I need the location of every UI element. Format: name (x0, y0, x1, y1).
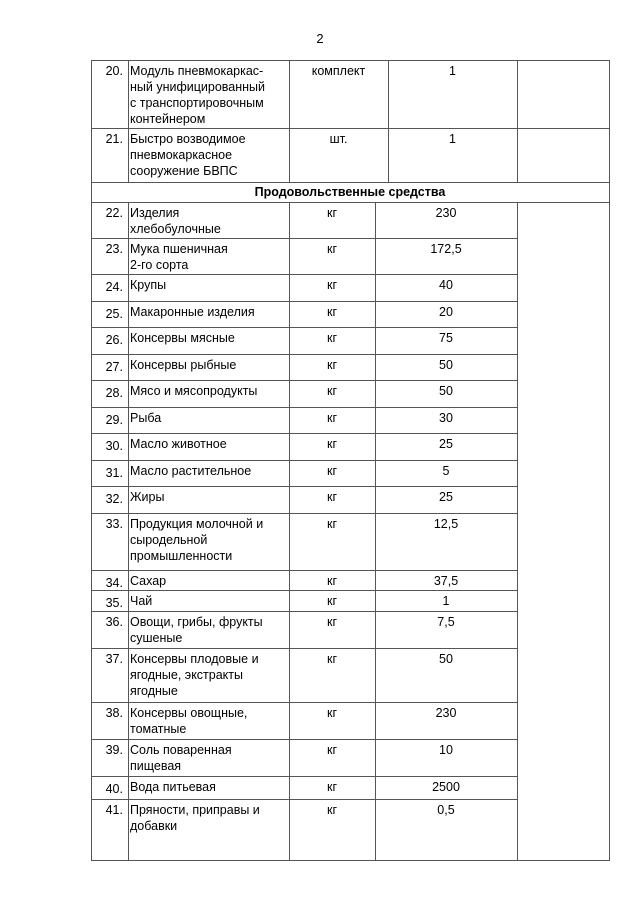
row-rule (91, 301, 517, 302)
row-number: 25. (105, 307, 123, 321)
row-rule (91, 486, 517, 487)
unit-cell: комплект (311, 64, 366, 78)
unit-cell: кг (326, 517, 338, 531)
row-rule (91, 460, 517, 461)
column-rule (128, 60, 129, 182)
quantity-cell: 172,5 (430, 242, 462, 256)
item-name: Консервы мясные (130, 331, 235, 345)
unit-cell: кг (326, 743, 338, 757)
row-rule (91, 513, 517, 514)
unit-cell: кг (326, 305, 338, 319)
item-name: Консервы овощные, томатные (130, 706, 248, 736)
row-rule (91, 238, 517, 239)
row-number: 30. (105, 439, 123, 453)
row-rule (91, 128, 609, 129)
row-rule (91, 611, 517, 612)
quantity-cell: 1 (442, 594, 450, 608)
item-name: Изделия хлебобулочные (130, 206, 221, 236)
quantity-cell: 50 (439, 384, 453, 398)
row-number: 41. (105, 803, 123, 817)
unit-cell: шт. (329, 132, 348, 146)
unit-cell: кг (326, 803, 338, 817)
item-name: Сахар (130, 574, 167, 588)
row-number: 23. (105, 242, 123, 256)
unit-cell: кг (326, 464, 338, 478)
item-name: Модуль пневмокаркас- ный унифицированный с транспортировочным контейнером (130, 64, 266, 126)
row-rule (91, 327, 517, 328)
row-rule (91, 354, 517, 355)
item-name: Консервы плодовые и ягодные, экстракты ягодные (130, 652, 259, 698)
unit-cell: кг (326, 615, 338, 629)
quantity-cell: 37,5 (433, 574, 459, 588)
row-rule (91, 202, 609, 203)
quantity-cell: 2500 (432, 780, 460, 794)
row-number: 33. (105, 517, 123, 531)
item-name: Масло животное (130, 437, 227, 451)
unit-cell: кг (326, 780, 338, 794)
quantity-cell: 50 (439, 652, 453, 666)
item-name: Продукция молочной и сыродельной промышленности (130, 517, 264, 563)
row-rule (91, 799, 517, 800)
row-number: 39. (105, 743, 123, 757)
quantity-cell: 12,5 (433, 517, 459, 531)
page-number: 2 (316, 31, 324, 46)
unit-cell: кг (326, 594, 338, 608)
row-number: 37. (105, 652, 123, 666)
unit-cell: кг (326, 358, 338, 372)
unit-cell: кг (326, 652, 338, 666)
item-name: Овощи, грибы, фрукты сушеные (130, 615, 263, 645)
unit-cell: кг (326, 278, 338, 292)
item-name: Рыба (130, 411, 162, 425)
column-rule (517, 202, 518, 860)
row-number: 21. (105, 132, 123, 146)
unit-cell: кг (326, 384, 338, 398)
row-rule (91, 648, 517, 649)
row-number: 29. (105, 413, 123, 427)
quantity-cell: 25 (439, 490, 453, 504)
section-title: Продовольственные средства (254, 185, 446, 199)
item-name: Мука пшеничная 2-го сорта (130, 242, 228, 272)
table-rule (609, 60, 610, 861)
unit-cell: кг (326, 411, 338, 425)
item-name: Крупы (130, 278, 167, 292)
table-rule (91, 60, 609, 61)
row-rule (91, 182, 609, 183)
quantity-cell: 0,5 (437, 803, 455, 817)
row-rule (91, 433, 517, 434)
row-number: 35. (105, 596, 123, 610)
item-name: Быстро возводимое пневмокаркасное сооружение БВПС (130, 132, 246, 178)
quantity-cell: 230 (435, 706, 457, 720)
row-rule (91, 407, 517, 408)
row-number: 36. (105, 615, 123, 629)
item-name: Жиры (130, 490, 165, 504)
quantity-cell: 7,5 (437, 615, 455, 629)
row-number: 27. (105, 360, 123, 374)
unit-cell: кг (326, 331, 338, 345)
quantity-cell: 1 (449, 64, 456, 78)
row-rule (91, 380, 517, 381)
quantity-cell: 25 (439, 437, 453, 451)
supply-table (91, 60, 609, 860)
quantity-cell: 10 (439, 743, 453, 757)
quantity-cell: 75 (439, 331, 453, 345)
item-name: Пряности, приправы и добавки (130, 803, 260, 833)
item-name: Консервы рыбные (130, 358, 237, 372)
unit-cell: кг (326, 706, 338, 720)
item-name: Вода питьевая (130, 780, 216, 794)
row-number: 24. (105, 280, 123, 294)
unit-cell: кг (326, 574, 338, 588)
item-name: Макаронные изделия (130, 305, 255, 319)
unit-cell: кг (326, 490, 338, 504)
quantity-cell: 20 (439, 305, 453, 319)
quantity-cell: 40 (439, 278, 453, 292)
row-rule (91, 590, 517, 591)
row-rule (91, 274, 517, 275)
quantity-cell: 30 (439, 411, 453, 425)
item-name: Мясо и мясопродукты (130, 384, 258, 398)
row-number: 26. (105, 333, 123, 347)
row-rule (91, 570, 517, 571)
quantity-cell: 1 (449, 132, 456, 146)
row-number: 32. (105, 492, 123, 506)
row-number: 22. (105, 206, 123, 220)
table-rule (91, 860, 609, 861)
quantity-cell: 5 (442, 464, 450, 478)
row-number: 40. (105, 782, 123, 796)
unit-cell: кг (326, 206, 338, 220)
row-number: 28. (105, 386, 123, 400)
item-name: Масло растительное (130, 464, 252, 478)
row-number: 20. (105, 64, 123, 78)
row-number: 31. (105, 466, 123, 480)
row-rule (91, 702, 517, 703)
row-rule (91, 776, 517, 777)
row-rule (91, 739, 517, 740)
unit-cell: кг (326, 437, 338, 451)
quantity-cell: 50 (439, 358, 453, 372)
item-name: Соль поваренная пищевая (130, 743, 232, 773)
quantity-cell: 230 (435, 206, 457, 220)
unit-cell: кг (326, 242, 338, 256)
row-number: 38. (105, 706, 123, 720)
item-name: Чай (130, 594, 153, 608)
column-rule (517, 60, 518, 182)
row-number: 34. (105, 576, 123, 590)
